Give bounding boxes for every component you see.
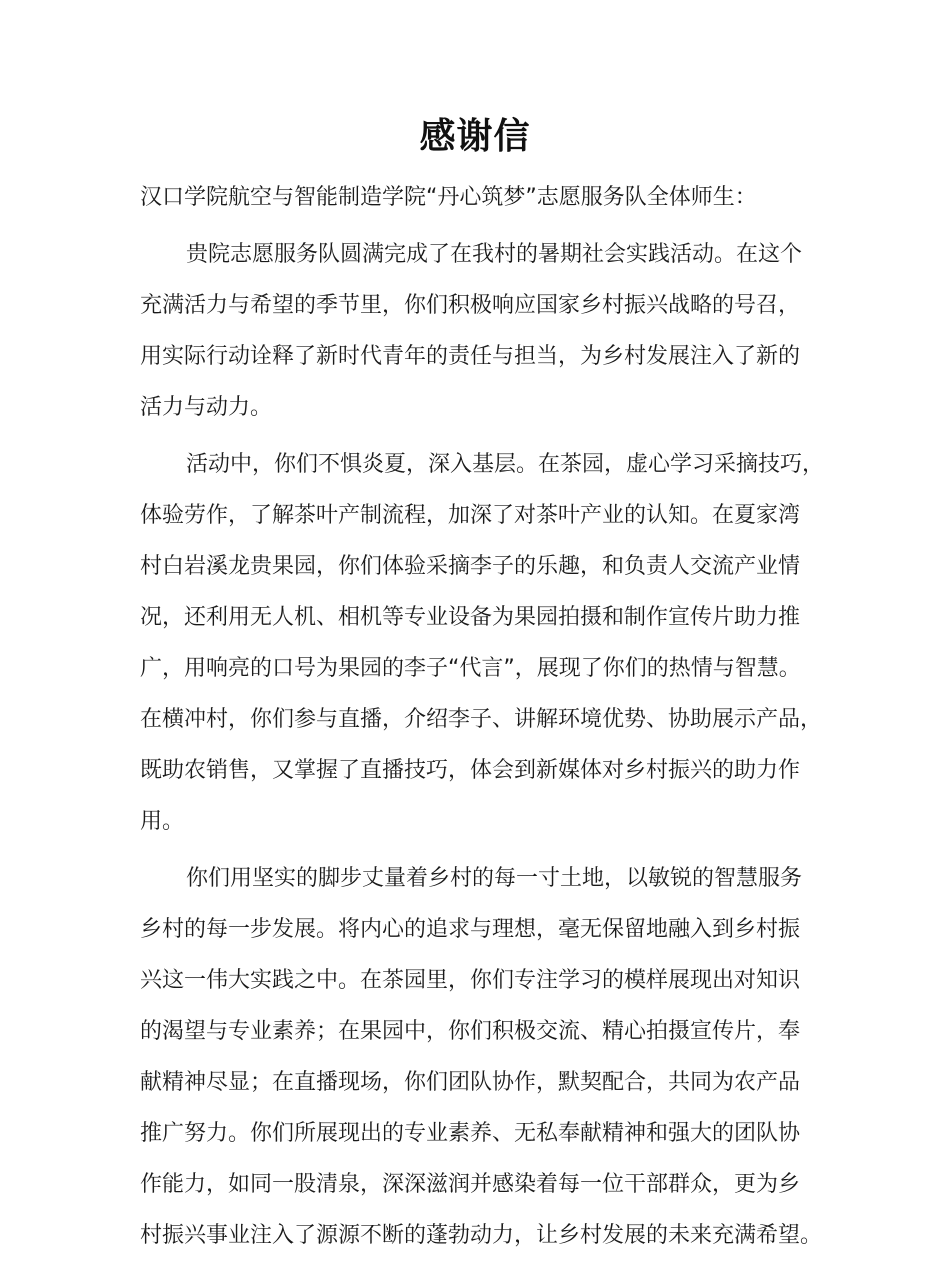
paragraph-2 xyxy=(140,439,825,847)
paragraph-line: 既助农销售，又掌握了直播技巧，体会到新媒体对乡村振兴的助力作 xyxy=(140,758,801,783)
paragraph-line: 兴这一伟大实践之中。在茶园里，你们专注学习的模样展现出对知识 xyxy=(140,968,801,993)
paragraph-line: 推广努力。你们所展现出的专业素养、无私奉献精神和强大的团队协 xyxy=(140,1121,801,1146)
paragraph-line: 的渴望与专业素养；在果园中，你们积极交流、精心拍摄宣传片，奉 xyxy=(140,1019,801,1044)
letter-body xyxy=(140,172,825,1261)
paragraph-line: 活力与动力。 xyxy=(140,395,273,420)
paragraph-line: 在横冲村，你们参与直播，介绍李子、讲解环境优势、协助展示产品， xyxy=(140,707,823,732)
paragraph-line: 广，用响亮的口号为果园的李子“代言”，展现了你们的热情与智慧。 xyxy=(140,656,801,681)
paragraph-line: 作能力，如同一股清泉，深深滋润并感染着每一位干部群众，更为乡 xyxy=(140,1172,801,1197)
paragraph-line: 用实际行动诠释了新时代青年的责任与担当，为乡村发展注入了新的 xyxy=(140,344,801,369)
paragraph-1 xyxy=(140,229,812,433)
paragraph-line: 体验劳作，了解茶叶产制流程，加深了对茶叶产业的认知。在夏家湾 xyxy=(140,503,801,528)
paragraph-line: 你们用坚实的脚步丈量着乡村的每一寸土地，以敏锐的智慧服务 xyxy=(186,866,803,891)
paragraph-line: 乡村的每一步发展。将内心的追求与理想，毫无保留地融入到乡村振 xyxy=(140,917,801,942)
paragraph-line: 活动中，你们不惧炎夏，深入基层。在茶园，虚心学习采摘技巧， xyxy=(186,452,825,477)
paragraph-line: 村白岩溪龙贵果园，你们体验采摘李子的乐趣，和负责人交流产业情 xyxy=(140,554,801,579)
paragraph-line: 村振兴事业注入了源源不断的蓬勃动力，让乡村发展的未来充满希望。 xyxy=(140,1223,823,1248)
paragraph-line: 充满活力与希望的季节里，你们积极响应国家乡村振兴战略的号召， xyxy=(140,293,801,318)
paragraph-line: 献精神尽显；在直播现场，你们团队协作，默契配合，共同为农产品 xyxy=(140,1070,801,1095)
paragraph-line: 用。 xyxy=(140,809,185,834)
paragraph-line: 况，还利用无人机、相机等专业设备为果园拍摄和制作宣传片助力推 xyxy=(140,605,801,630)
letter-title: 感谢信 xyxy=(419,115,531,157)
paragraph-3 xyxy=(140,853,823,1261)
salutation: 汉口学院航空与智能制造学院“丹心筑梦”志愿服务队全体师生： xyxy=(140,185,757,210)
paragraph-line: 贵院志愿服务队圆满完成了在我村的暑期社会实践活动。在这个 xyxy=(186,242,803,267)
